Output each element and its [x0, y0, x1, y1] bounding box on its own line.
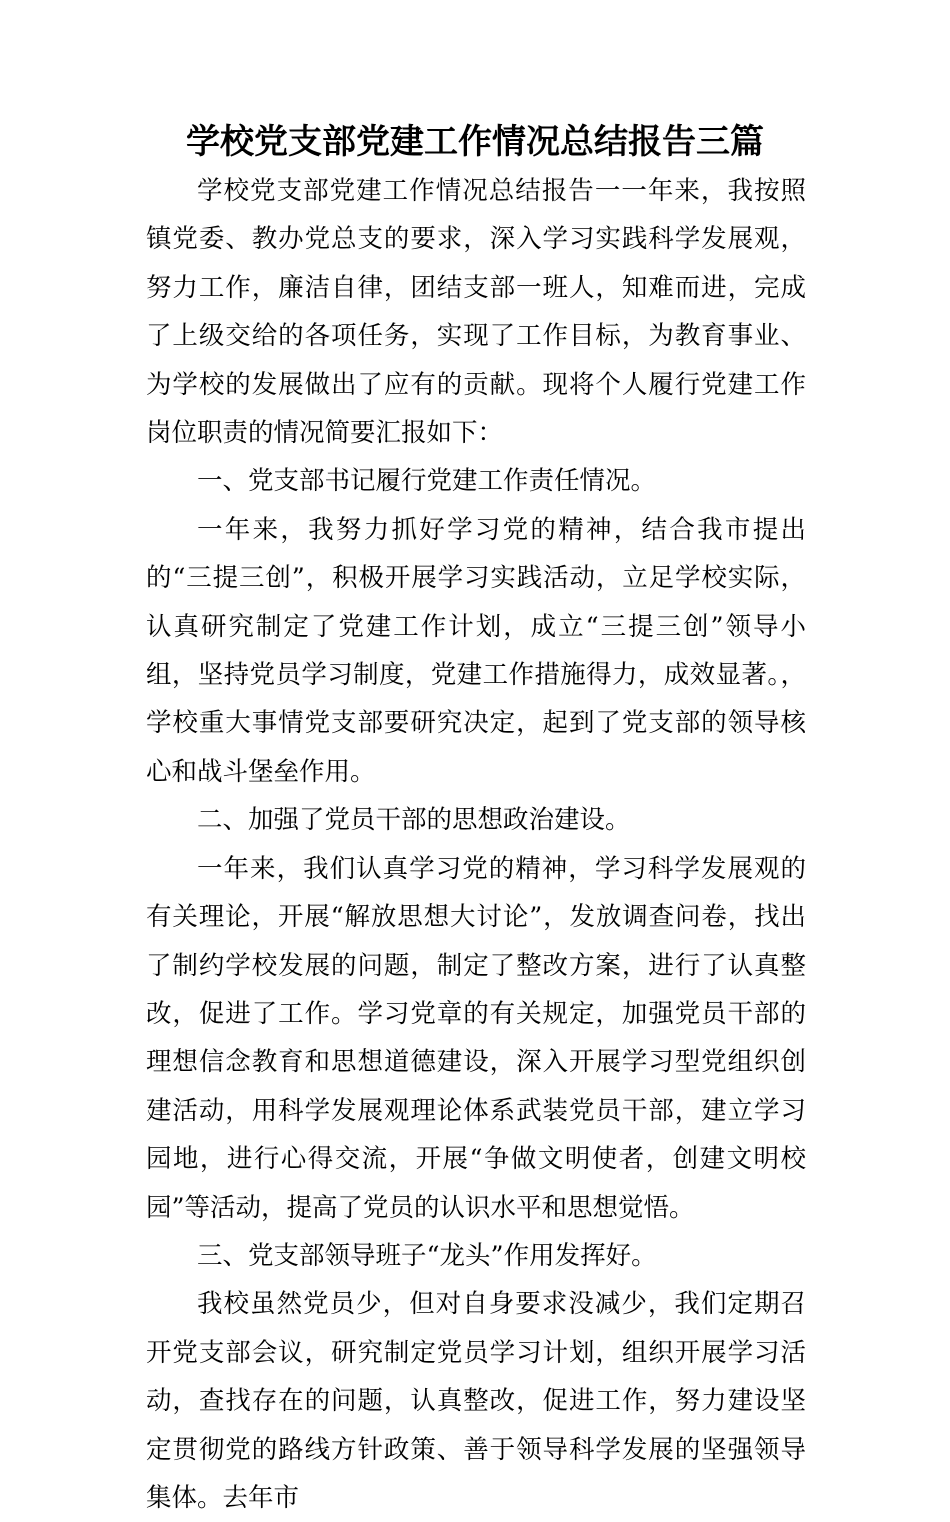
section-heading-3: 三、党支部领导班子“龙头”作用发挥好。 [197, 1240, 657, 1271]
section-heading-2: 二、加强了党员干部的思想政治建设。 [197, 805, 631, 836]
document-body [146, 167, 806, 1522]
section-heading-1: 一、党支部书记履行党建工作责任情况。 [197, 466, 657, 497]
paragraph-section-3: 我校虽然党员少，但对自身要求没减少，我们定期召开党支部会议，研究制定党员学习计划，组织开展学习活动，查找存在的问题，认真整改，促进工作，努力建设坚定贯彻党的路线方针政策、善于领导科学发展的坚强领导集体。去年市 [146, 1289, 806, 1513]
document-title: 学校党支部党建工作情况总结报告三篇 [186, 122, 764, 162]
paragraph-section-2: 一年来，我们认真学习党的精神，学习科学发展观的有关理论，开展“解放思想大讨论”，发放调查问卷，找出了制约学校发展的问题，制定了整改方案，进行了认真整改，促进了工作。学习党章的有关规定，加强党员干部的理想信念教育和思想道德建设，深入开展学习型党组织创建活动，用科学发展观理论体系武装党员干部，建立学习园地，进行心得交流，开展“争做文明使者，创建文明校园”等活动，提高了党员的认识水平和思想觉悟。 [146, 853, 806, 1223]
paragraph-intro: 学校党支部党建工作情况总结报告一一年来，我按照镇党委、教办党总支的要求，深入学习实践科学发展观，努力工作，廉洁自律，团结支部一班人，知难而进，完成了上级交给的各项任务，实现了工作目标，为教育事业、为学校的发展做出了应有的贡献。现将个人履行党建工作岗位职责的情况简要汇报如下： [146, 176, 806, 449]
paragraph-section-1: 一年来，我努力抓好学习党的精神，结合我市提出的“三提三创”，积极开展学习实践活动，立足学校实际，认真研究制定了党建工作计划，成立“三提三创”领导小组，坚持党员学习制度，党建工作措施得力，成效显著。，学校重大事情党支部要研究决定，起到了党支部的领导核心和战斗堡垒作用。 [146, 514, 806, 787]
